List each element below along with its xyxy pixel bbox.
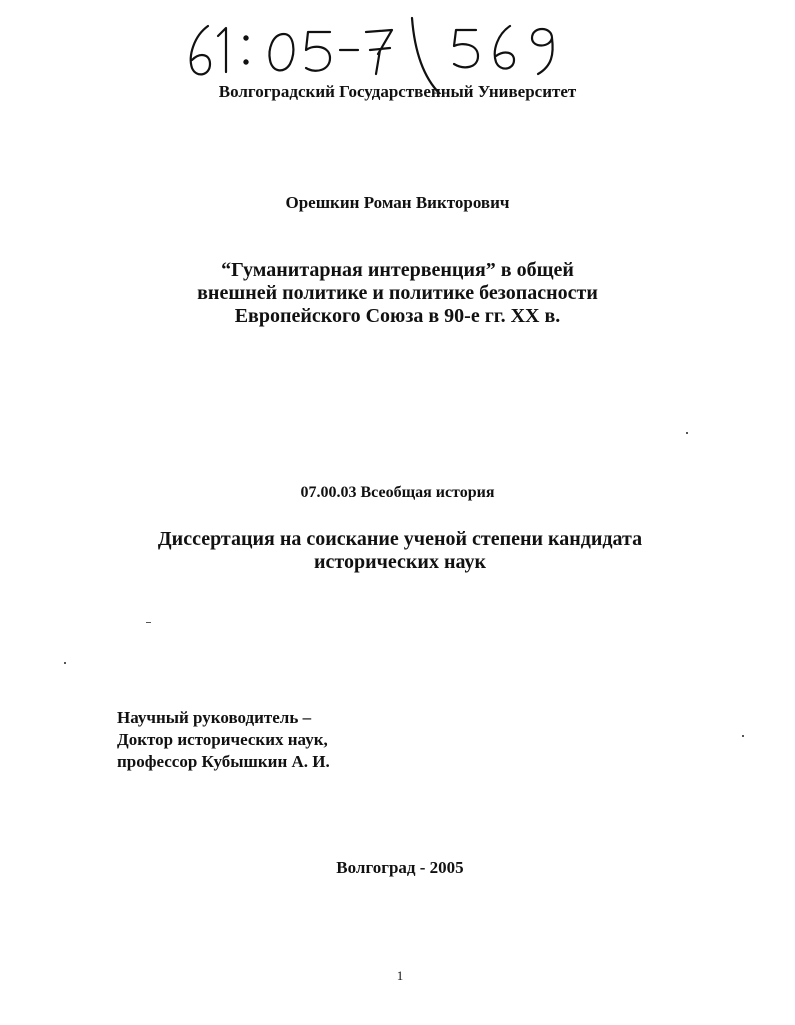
author-name: Орешкин Роман Викторович <box>285 193 510 212</box>
page-number: 1 <box>396 968 404 983</box>
university-name: Волгоградский Государственный Университет <box>218 82 577 101</box>
scan-speck <box>64 662 66 664</box>
degree-statement <box>0 528 795 574</box>
degree-line: Диссертация на соискание ученой степени кандидата <box>157 528 643 550</box>
scan-speck <box>686 432 688 434</box>
supervisor-block <box>117 707 330 773</box>
scan-speck <box>742 735 744 737</box>
title-line: “Гуманитарная интервенция” в общей <box>221 259 574 281</box>
scan-speck <box>146 622 151 623</box>
dissertation-title <box>0 259 795 328</box>
degree-line: исторических наук <box>314 551 486 573</box>
title-line: внешней политике и политике безопасности <box>197 282 598 304</box>
city-year: Волгоград - 2005 <box>336 858 464 877</box>
title-line: Европейского Союза в 90-е гг. XX в. <box>234 305 561 327</box>
supervisor-line: профессор Кубышкин А. И. <box>117 752 330 771</box>
supervisor-line: Научный руководитель – <box>117 708 312 727</box>
specialty-code: 07.00.03 Всеобщая история <box>300 484 495 501</box>
supervisor-line: Доктор исторических наук, <box>117 730 328 749</box>
